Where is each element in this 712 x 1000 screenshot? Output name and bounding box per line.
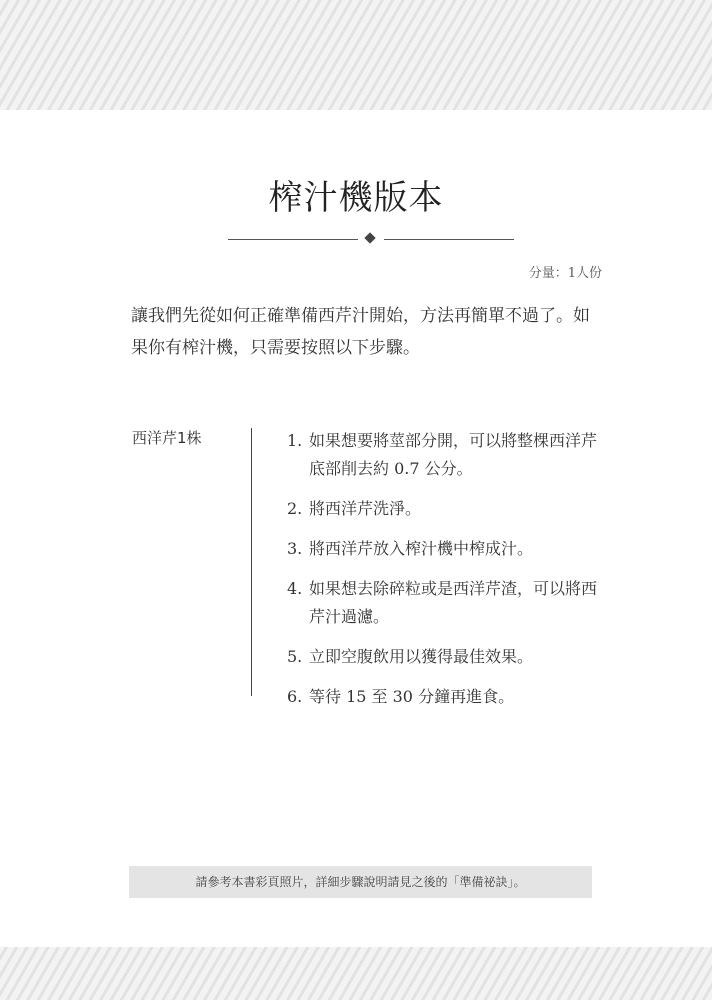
step-item	[287, 643, 597, 671]
step-text: 將西洋芹放入榨汁機中榨成汁。	[309, 539, 534, 558]
divider-line-left	[228, 239, 358, 240]
step-text: 如果想要將莖部分開，可以將整棵西洋芹底部削去約 0.7 公分。	[309, 431, 598, 478]
step-item	[287, 535, 597, 563]
step-item	[287, 575, 597, 631]
step-text: 如果想去除碎粒或是西洋芹渣，可以將西芹汁過濾。	[309, 579, 598, 626]
intro-paragraph: 讓我們先從如何正確準備西芹汁開始，方法再簡單不過了。如果你有榨汁機，只需要按照以下步驟。	[131, 306, 590, 358]
steps-list	[287, 427, 597, 723]
page-title: 榨汁機版本	[268, 178, 444, 218]
divider-line-right	[384, 239, 514, 240]
step-item	[287, 495, 597, 523]
step-number: 2.	[287, 499, 303, 518]
step-item	[287, 683, 597, 711]
title-divider	[228, 232, 514, 246]
diamond-ornament-icon	[364, 232, 375, 243]
bottom-decorative-band	[0, 947, 712, 1000]
step-text: 等待 15 至 30 分鐘再進食。	[309, 687, 515, 706]
step-text: 將西洋芹洗淨。	[309, 499, 422, 518]
step-number: 5.	[287, 647, 303, 666]
serving-size: 分量：1人份	[528, 266, 602, 281]
step-number: 4.	[287, 579, 303, 598]
column-separator	[251, 428, 252, 696]
footnote-box: 請參考本書彩頁照片，詳細步驟說明請見之後的「準備祕訣」。	[129, 866, 592, 898]
top-decorative-band	[0, 0, 712, 110]
ingredient-item: 西洋芹1株	[132, 429, 202, 447]
step-number: 1.	[287, 431, 303, 450]
step-item	[287, 427, 597, 483]
step-text: 立即空腹飲用以獲得最佳效果。	[309, 647, 534, 666]
step-number: 3.	[287, 539, 303, 558]
step-number: 6.	[287, 687, 303, 706]
